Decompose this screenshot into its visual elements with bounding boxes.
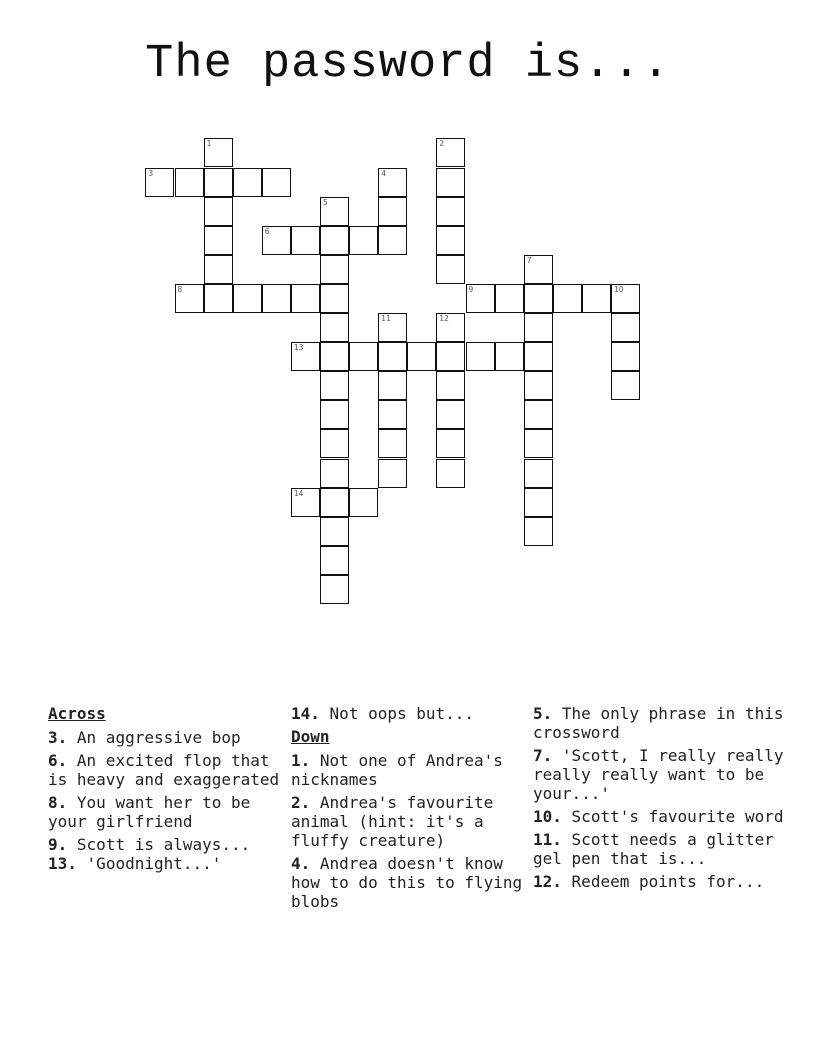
grid-cell (436, 459, 465, 488)
grid-cell (204, 284, 233, 313)
cell-number: 9 (468, 284, 474, 294)
page-title: The password is... (145, 38, 671, 91)
grid-cell (349, 226, 378, 255)
cell-number: 11 (381, 314, 391, 323)
grid-cell (407, 342, 436, 371)
grid-cell (175, 168, 204, 197)
grid-cell (175, 284, 204, 313)
grid-cell (524, 517, 553, 546)
grid-cell (349, 488, 378, 517)
grid-cell (291, 342, 320, 371)
grid-cell (524, 255, 553, 284)
grid-cell (436, 429, 465, 458)
cell-number: 13 (293, 343, 304, 353)
across-heading: Across (48, 704, 106, 723)
grid-cell (553, 284, 582, 313)
grid-cell (320, 488, 349, 517)
cell-number: 12 (439, 314, 449, 323)
cell-number: 4 (381, 168, 386, 178)
clue-across-6: 6. An excited flop that is heavy and exaggerated (48, 751, 280, 789)
cell-number: 10 (614, 284, 624, 294)
grid-cell (582, 284, 611, 313)
grid-cell (204, 255, 233, 284)
clue-across-9: 9. Scott is always... (48, 835, 251, 854)
cell-number: 14 (293, 488, 304, 498)
cell-number: 6 (264, 226, 270, 236)
cell-number: 8 (177, 284, 183, 294)
grid-cell (436, 371, 465, 400)
grid-cell (524, 342, 553, 371)
grid-cell (320, 284, 349, 313)
grid-cell (436, 226, 465, 255)
grid-cell (291, 488, 320, 517)
grid-cell (320, 546, 349, 575)
grid-cell (378, 342, 407, 371)
grid-cell (495, 342, 524, 371)
grid-cell (378, 371, 407, 400)
grid-cell (320, 429, 349, 458)
grid-cell (320, 575, 349, 604)
clue-across-14: 14. Not oops but... (291, 704, 475, 723)
grid-cell (611, 313, 640, 342)
grid-cell (378, 429, 407, 458)
grid-cell (436, 168, 465, 197)
grid-cell (320, 517, 349, 546)
grid-cell (204, 168, 233, 197)
grid-cell (378, 168, 407, 197)
grid-cell (320, 197, 349, 226)
grid-cell (378, 313, 407, 342)
grid-cell (495, 284, 524, 313)
grid-cell (466, 342, 495, 371)
cell-number: 5 (323, 197, 328, 207)
grid-cell (611, 371, 640, 400)
grid-cell (204, 197, 233, 226)
grid-cell (524, 371, 553, 400)
grid-cell (524, 488, 553, 517)
grid-cell (466, 284, 495, 313)
grid-cell (436, 138, 465, 167)
clues-column-2 (291, 704, 527, 915)
clue-down-1: 1. Not one of Andrea's nicknames (291, 751, 503, 789)
grid-cell (378, 459, 407, 488)
clues-column-3 (533, 704, 793, 895)
clue-down-11: 11. Scott needs a glitter gel pen that is... (533, 830, 774, 868)
clue-across-13: 13. 'Goodnight...' (48, 854, 222, 873)
grid-cell (320, 459, 349, 488)
grid-cell (524, 284, 553, 313)
grid-cell (378, 197, 407, 226)
cell-number: 7 (526, 255, 532, 265)
grid-cell (524, 459, 553, 488)
grid-cell (524, 429, 553, 458)
clue-down-2: 2. Andrea's favourite animal (hint: it's a fluffy creature) (291, 793, 494, 850)
grid-cell (436, 255, 465, 284)
grid-cell (291, 226, 320, 255)
grid-cell (378, 400, 407, 429)
grid-cell (262, 226, 291, 255)
clue-down-10: 10. Scott's favourite word (533, 807, 784, 826)
grid-cell (611, 342, 640, 371)
grid-cell (204, 226, 233, 255)
grid-cell (291, 284, 320, 313)
grid-cell (436, 400, 465, 429)
grid-cell (320, 400, 349, 429)
clue-down-4: 4. Andrea doesn't know how to do this to flying blobs (291, 854, 523, 911)
grid-cell (233, 168, 262, 197)
grid-cell (320, 226, 349, 255)
clue-down-12: 12. Redeem points for... (533, 872, 765, 891)
grid-cell (436, 342, 465, 371)
clue-across-3: 3. An aggressive bop (48, 728, 241, 747)
grid-cell (436, 197, 465, 226)
grid-cell (262, 168, 291, 197)
grid-cell (320, 371, 349, 400)
cell-number: 1 (206, 139, 212, 149)
grid-cell (320, 342, 349, 371)
grid-cell (436, 313, 465, 342)
clue-down-7: 7. 'Scott, I really really really really want to be your...' (533, 746, 784, 803)
grid-cell (262, 284, 291, 313)
clue-down-5: 5. The only phrase in this crossword (533, 704, 784, 742)
grid-cell (233, 284, 262, 313)
grid-cell (320, 313, 349, 342)
grid-cell (320, 255, 349, 284)
grid-cell (349, 342, 378, 371)
grid-cell (524, 400, 553, 429)
clue-across-8: 8. You want her to be your girlfriend (48, 793, 251, 831)
cell-number: 3 (148, 168, 154, 178)
down-heading: Down (291, 727, 330, 746)
clues-column-1 (48, 704, 284, 877)
grid-cell (145, 168, 174, 197)
grid-cell (524, 313, 553, 342)
grid-cell (204, 138, 233, 167)
grid-cell (378, 226, 407, 255)
grid-cell (611, 284, 640, 313)
cell-number: 2 (439, 139, 445, 149)
